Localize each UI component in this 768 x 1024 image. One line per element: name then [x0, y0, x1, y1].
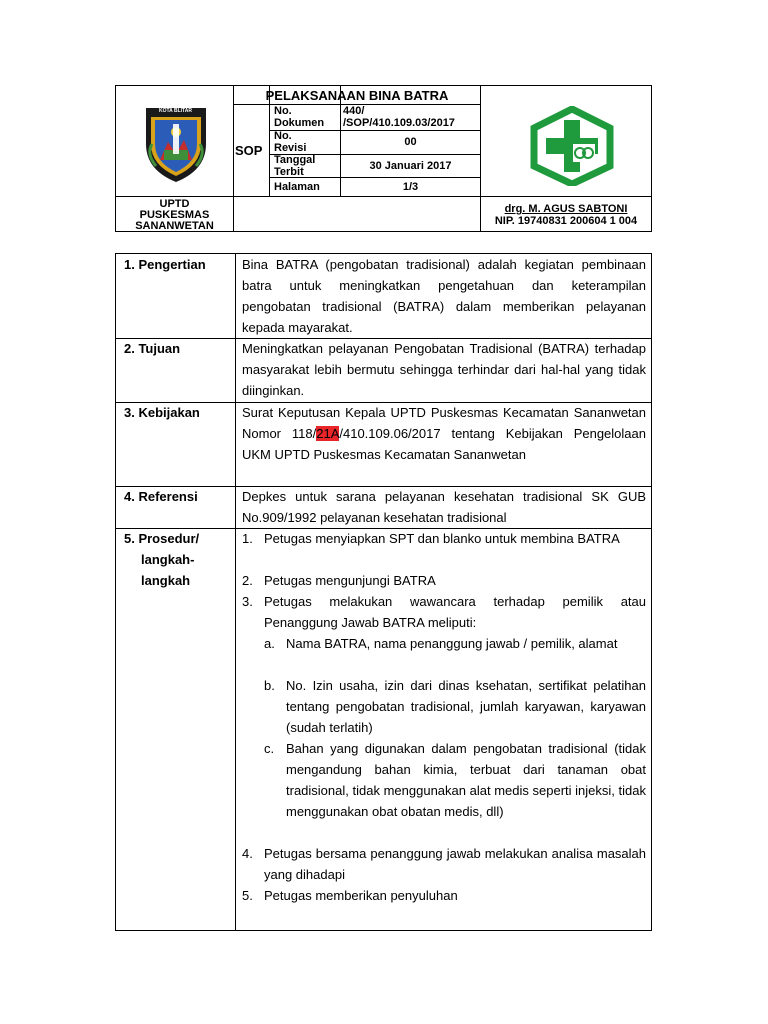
step-text: Petugas menyiapkan SPT dan blanko untuk membina BATRA [264, 531, 620, 546]
field-halaman-label: Halaman [274, 181, 320, 193]
section-label-tujuan: 2. Tujuan [124, 341, 181, 356]
org-name: UPTD PUSKESMAS SANANWETAN [135, 198, 214, 232]
field-no-revisi-value: 00 [404, 136, 417, 148]
puskesmas-logo [530, 106, 614, 186]
signer-nip: NIP. 19740831 200604 1 004 [494, 215, 638, 227]
field-no-dokumen-value: 440/ /SOP/410.109.03/2017 [343, 105, 455, 129]
field-tanggal-terbit-label: Tanggal Terbit [274, 154, 316, 178]
section-text-tujuan: Meningkatkan pelayanan Pengobatan Tradisional (BATRA) terhadap masyarakat lebih bermutu sehingga terhindar dari hal-hal yang tidak diinginkan. [242, 341, 646, 398]
section-text-kebijakan: Surat Keputusan Kepala UPTD Puskesmas Kecamatan Sananwetan Nomor 118/21A/410.109.06/2017 tentang Kebijakan Pengelolaan UKM UPTD Puskesmas Kecamatan Sananwetan [242, 405, 646, 462]
signer-block [481, 204, 651, 227]
sop-header-table [115, 85, 652, 232]
document-title: PELAKSANAAN BINA BATRA [265, 88, 449, 103]
step-text: Petugas mengunjungi BATRA [264, 573, 436, 588]
substep-letter: b. [264, 678, 275, 693]
substep-letter: a. [264, 636, 275, 651]
field-no-revisi-label: No. Revisi [274, 130, 307, 154]
section-text-pengertian: Bina BATRA (pengobatan tradisional) adalah kegiatan pembinaan batra untuk meningkatkan pengetahuan dan keterampilan pengobatan tradisional (BATRA) dalam memberikan pelayanan kepada mayarakat. [242, 257, 646, 335]
section-label-kebijakan: 3. Kebijakan [124, 405, 200, 420]
substep-text: Bahan yang digunakan dalam pengobatan tradisional (tidak mengandung bahan kimia, terbuat dari tanaman obat tradisional, tidak menggunakan alat medis seperti injeksi, tidak menggunakan obat obatan medis, dll) [286, 741, 646, 819]
section-label-pengertian: 1. Pengertian [124, 257, 206, 272]
section-label-referensi: 4. Referensi [124, 489, 198, 504]
highlighted-number: 21A [316, 426, 340, 441]
kota-blitar-logo [142, 104, 210, 184]
step-number: 5. [242, 888, 253, 903]
substep-letter: c. [264, 741, 275, 756]
field-tanggal-terbit-value: 30 Januari 2017 [369, 160, 452, 172]
substep-text: Nama BATRA, nama penanggung jawab / pemilik, alamat [286, 636, 618, 651]
step-number: 1. [242, 531, 253, 546]
step-number: 4. [242, 846, 253, 861]
step-text: Petugas melakukan wawancara terhadap pemilik atau Penanggung Jawab BATRA meliputi: [264, 594, 646, 630]
section-label-prosedur: 5. Prosedur/ langkah- langkah [124, 531, 200, 588]
section-text-referensi: Depkes untuk sarana pelayanan kesehatan tradisional SK GUB No.909/1992 pelayanan kesehatan tradisional [242, 489, 646, 525]
step-text: Petugas bersama penanggung jawab melakukan analisa masalah yang dihadapi [264, 846, 646, 882]
field-halaman-value: 1/3 [402, 181, 419, 193]
sop-body-table [115, 253, 652, 931]
logo-caption: KOTA BLITAR [159, 108, 192, 114]
substep-text: No. Izin usaha, izin dari dinas ksehatan, sertifikat pelatihan tentang pengobatan tradisional, jumlah karyawan, karyawan (sudah terlatih) [286, 678, 646, 735]
step-number: 3. [242, 594, 253, 609]
field-no-dokumen-label: No. Dokumen [274, 105, 325, 129]
signer-name: drg. M. AGUS SABTONI [504, 203, 628, 215]
step-text: Petugas memberikan penyuluhan [264, 888, 458, 903]
step-number: 2. [242, 573, 253, 588]
sop-label: SOP [235, 143, 263, 158]
